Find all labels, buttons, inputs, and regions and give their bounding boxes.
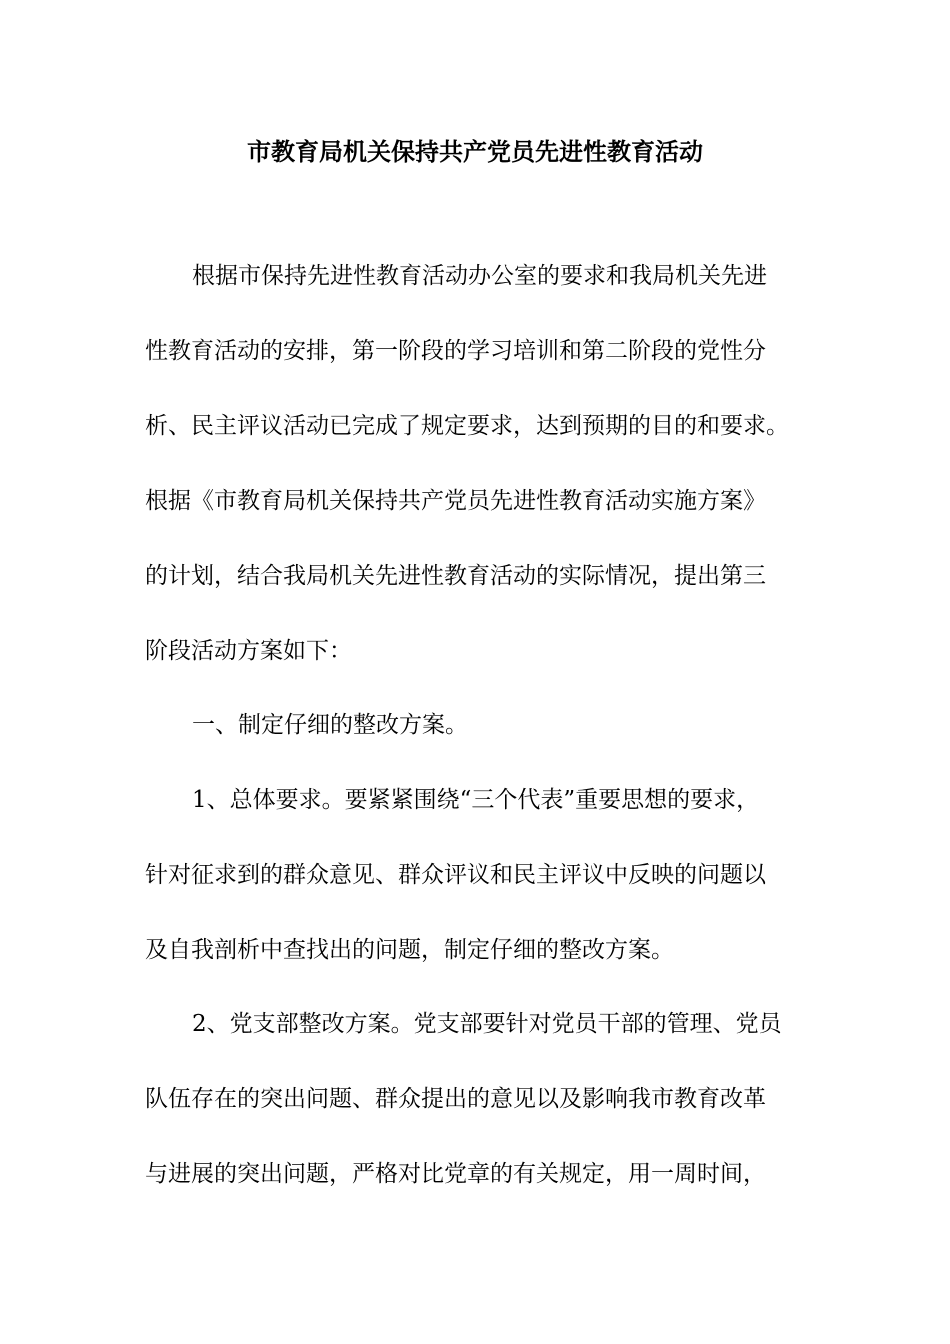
paragraph-line: 阶段活动方案如下： xyxy=(145,638,352,664)
paragraph-line: 与进展的突出问题，严格对比党章的有关规定，用一周时间， xyxy=(145,1161,766,1187)
section-heading: 一、制定仔细的整改方案。 xyxy=(192,712,468,738)
paragraph-line: 性教育活动的安排，第一阶段的学习培训和第二阶段的党性分 xyxy=(145,338,766,364)
paragraph-line: 2、党支部整改方案。党支部要针对党员干部的管理、党员 xyxy=(192,1011,782,1037)
paragraph-line: 队伍存在的突出问题、群众提出的意见以及影响我市教育改革 xyxy=(145,1086,766,1112)
paragraph-line: 的计划，结合我局机关先进性教育活动的实际情况，提出第三 xyxy=(145,563,766,589)
paragraph-line: 根据市保持先进性教育活动办公室的要求和我局机关先进 xyxy=(192,263,767,289)
document-title: 市教育局机关保持共产党员先进性教育活动 xyxy=(247,137,703,166)
paragraph-line: 析、民主评议活动已完成了规定要求，达到预期的目的和要求。 xyxy=(145,413,789,439)
paragraph-line: 及自我剖析中查找出的问题，制定仔细的整改方案。 xyxy=(145,937,674,963)
paragraph-line: 根据《市教育局机关保持共产党员先进性教育活动实施方案》 xyxy=(145,488,766,514)
paragraph-line: 1、总体要求。要紧紧围绕“三个代表”重要思想的要求， xyxy=(192,787,760,813)
paragraph-line: 针对征求到的群众意见、群众评议和民主评议中反映的问题以 xyxy=(145,862,766,888)
